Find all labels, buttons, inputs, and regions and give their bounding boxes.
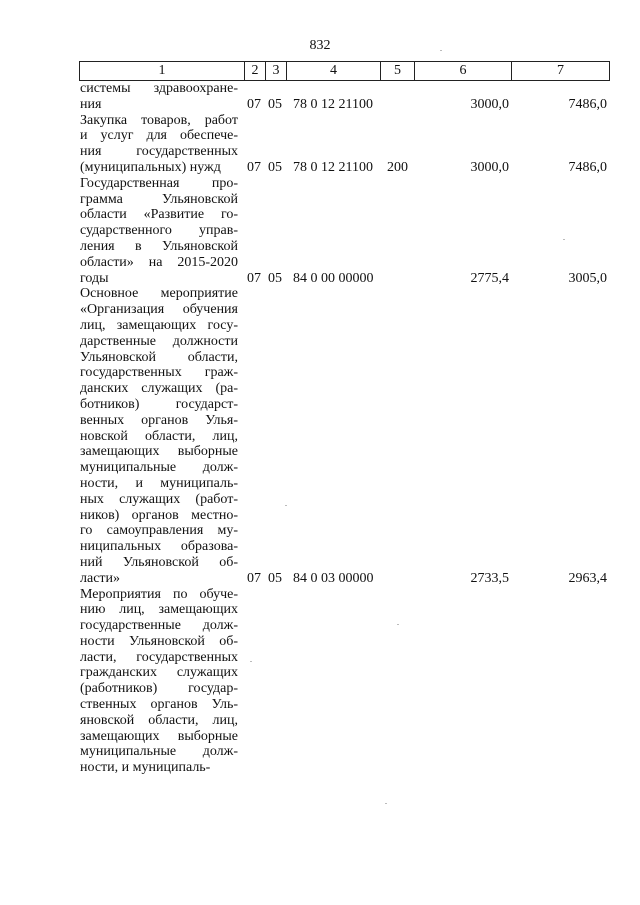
description-line: лиц, замещающих госу-: [80, 317, 238, 333]
description-line: Государственная про-: [80, 175, 238, 191]
page-number: 832: [309, 38, 331, 53]
row-code-subsection: 05: [268, 159, 282, 175]
description-line: Ульяновской области,: [80, 349, 238, 365]
row-code-subsection: 05: [268, 96, 282, 112]
description-line: ности Ульяновской об-: [80, 633, 238, 649]
description-line: яновской области, лиц,: [80, 712, 238, 728]
description-line: замещающих выборные: [80, 728, 238, 744]
description-line: (муниципальных) нужд: [80, 159, 221, 175]
scan-speck: [397, 624, 399, 625]
row-amount-col6: 2733,5: [470, 570, 509, 586]
description-line: области» на 2015-2020: [80, 254, 238, 270]
description-line: ных служащих (работ-: [80, 491, 238, 507]
header-col-7: 7: [512, 62, 610, 81]
table-header-row: [80, 62, 610, 81]
description-line: муниципальные долж-: [80, 744, 238, 760]
header-col-2: 2: [245, 62, 266, 81]
row-amount-col6: 2775,4: [470, 270, 509, 286]
description-line: дарственные должности: [80, 333, 238, 349]
description-line: замещающих выборные: [80, 444, 238, 460]
row-code-section: 07: [247, 270, 261, 286]
description-line: ласти, государственных: [80, 649, 238, 665]
description-line: Закупка товаров, работ: [80, 112, 238, 128]
scan-speck: [563, 239, 565, 240]
row-target-article: 84 0 00 00000: [293, 270, 374, 286]
description-line: венных органов Улья-: [80, 412, 238, 428]
row-amount-col6: 3000,0: [470, 159, 509, 175]
description-line: ности, и муниципаль-: [80, 475, 238, 491]
description-line: муниципальные долж-: [80, 460, 238, 476]
description-line: ния: [80, 96, 102, 112]
description-line: ния государственных: [80, 144, 238, 160]
table-row: [80, 81, 610, 113]
table-row: [80, 587, 610, 777]
description-line: данских служащих (ра-: [80, 381, 238, 397]
description-line: сударственного управ-: [80, 223, 238, 239]
description-line: го самоуправления му-: [80, 523, 238, 539]
scan-speck: [250, 661, 252, 662]
row-code-section: 07: [247, 159, 261, 175]
row-amount-col7: 3005,0: [568, 270, 607, 286]
row-description: [80, 113, 238, 176]
row-description: [80, 286, 238, 586]
table-header: [79, 61, 610, 81]
description-line: ниципальных образова-: [80, 539, 238, 555]
description-line: новской области, лиц,: [80, 428, 238, 444]
description-line: ности, и муниципаль-: [80, 760, 211, 776]
row-code-subsection: 05: [268, 270, 282, 286]
row-code-section: 07: [247, 570, 261, 586]
description-line: ласти»: [80, 570, 121, 586]
row-code-subsection: 05: [268, 570, 282, 586]
table-body: [80, 81, 610, 776]
table-row: [80, 176, 610, 287]
description-line: нию лиц, замещающих: [80, 602, 238, 618]
description-line: Мероприятия по обуче-: [80, 586, 238, 602]
description-line: Основное мероприятие: [80, 286, 238, 302]
description-line: государственных граж-: [80, 365, 238, 381]
scan-speck: [385, 803, 387, 804]
row-amount-col7: 7486,0: [568, 159, 607, 175]
header-col-1: 1: [80, 62, 245, 81]
row-target-article: 78 0 12 21100: [293, 159, 373, 175]
description-line: ний Ульяновской об-: [80, 554, 238, 570]
row-target-article: 78 0 12 21100: [293, 96, 373, 112]
row-target-article: 84 0 03 00000: [293, 570, 374, 586]
table-row: [80, 113, 610, 176]
header-col-3: 3: [266, 62, 287, 81]
description-line: гражданских служащих: [80, 665, 238, 681]
table-row: [80, 286, 610, 586]
description-line: области «Развитие го-: [80, 207, 238, 223]
row-description: [80, 587, 238, 777]
row-description: [80, 81, 238, 113]
description-line: «Организация обучения: [80, 302, 238, 318]
header-col-5: 5: [381, 62, 415, 81]
row-expense-type: 200: [387, 159, 408, 175]
row-amount-col6: 3000,0: [470, 96, 509, 112]
description-line: системы здравоохране-: [80, 81, 238, 96]
description-line: государственные долж-: [80, 618, 238, 634]
row-amount-col7: 2963,4: [568, 570, 607, 586]
description-line: и услуг для обеспече-: [80, 128, 238, 144]
description-line: ботников) государст-: [80, 396, 238, 412]
header-col-4: 4: [287, 62, 381, 81]
description-line: ления в Ульяновской: [80, 238, 238, 254]
description-line: грамма Ульяновской: [80, 191, 238, 207]
description-line: годы: [80, 270, 109, 286]
row-description: [80, 176, 238, 287]
description-line: (работников) государ-: [80, 681, 238, 697]
description-line: ников) органов местно-: [80, 507, 238, 523]
header-col-6: 6: [415, 62, 512, 81]
row-code-section: 07: [247, 96, 261, 112]
row-amount-col7: 7486,0: [568, 96, 607, 112]
scan-speck: [440, 50, 442, 51]
description-line: ственных органов Уль-: [80, 697, 238, 713]
scan-speck: [285, 505, 287, 506]
